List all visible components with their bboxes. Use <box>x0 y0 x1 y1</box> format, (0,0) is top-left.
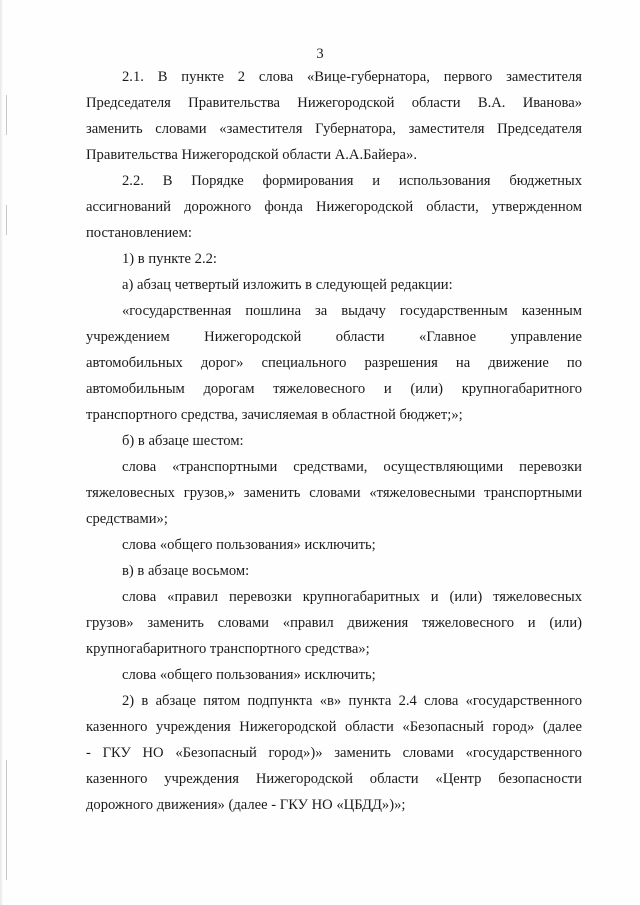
text-line: 2.1. В пункте 2 слова «Вице-губернатора, первого заместителя <box>122 69 582 85</box>
text-line: заменить словами «заместителя Губернатора, заместителя Председателя <box>86 121 582 137</box>
text-line: - ГКУ НО «Безопасный город»)» заменить словами «государственного <box>86 745 582 761</box>
text-line: Председателя Правительства Нижегородской области В.А. Иванова» <box>86 95 582 111</box>
text-line: дорожного движения» (далее - ГКУ НО «ЦБДД»)»; <box>86 797 406 813</box>
scan-margin-mark <box>6 760 7 880</box>
text-line: 2) в абзаце пятом подпункта «в» пункта 2.4 слова «государственного <box>122 693 582 709</box>
scan-margin-mark <box>6 95 7 135</box>
text-line: 1) в пункте 2.2: <box>122 251 217 267</box>
text-line: автомобильных дорог» специального разрешения на движение по <box>86 355 582 371</box>
text-line: слова «транспортными средствами, осуществляющими перевозки <box>122 459 582 475</box>
text-line: казенного учреждения Нижегородской области «Центр безопасности <box>86 771 582 787</box>
text-line: б) в абзаце шестом: <box>122 433 244 449</box>
text-line: транспортного средства, зачисляемая в областной бюджет;»; <box>86 407 463 423</box>
text-line: тяжеловесных грузов,» заменить словами «тяжеловесными транспортными <box>86 485 582 501</box>
text-line: слова «правил перевозки крупногабаритных и (или) тяжеловесных <box>122 589 582 605</box>
text-line: слова «общего пользования» исключить; <box>122 537 376 553</box>
page-number: 3 <box>316 46 324 62</box>
text-line: крупногабаритного транспортного средства»; <box>86 641 370 657</box>
text-line: автомобильным дорогам тяжеловесного и (или) крупногабаритного <box>86 381 582 397</box>
scan-edge-shadow <box>0 0 3 905</box>
text-line: ассигнований дорожного фонда Нижегородской области, утвержденном <box>86 199 582 215</box>
text-line: слова «общего пользования» исключить; <box>122 667 376 683</box>
text-line: грузов» заменить словами «правил движения тяжеловесного и (или) <box>86 615 582 631</box>
text-line: Правительства Нижегородской области А.А.Байера». <box>86 147 417 163</box>
text-line: а) абзац четвертый изложить в следующей редакции: <box>122 277 453 293</box>
text-line: в) в абзаце восьмом: <box>122 563 250 579</box>
text-line: казенного учреждения Нижегородской области «Безопасный город» (далее <box>86 719 582 735</box>
text-line: средствами»; <box>86 511 168 527</box>
text-line: 2.2. В Порядке формирования и использования бюджетных <box>122 173 582 189</box>
text-line: учреждением Нижегородской области «Главное управление <box>86 329 582 345</box>
scan-margin-mark <box>6 205 7 235</box>
text-line: «государственная пошлина за выдачу государственным казенным <box>122 303 582 319</box>
text-line: постановлением: <box>86 225 192 241</box>
